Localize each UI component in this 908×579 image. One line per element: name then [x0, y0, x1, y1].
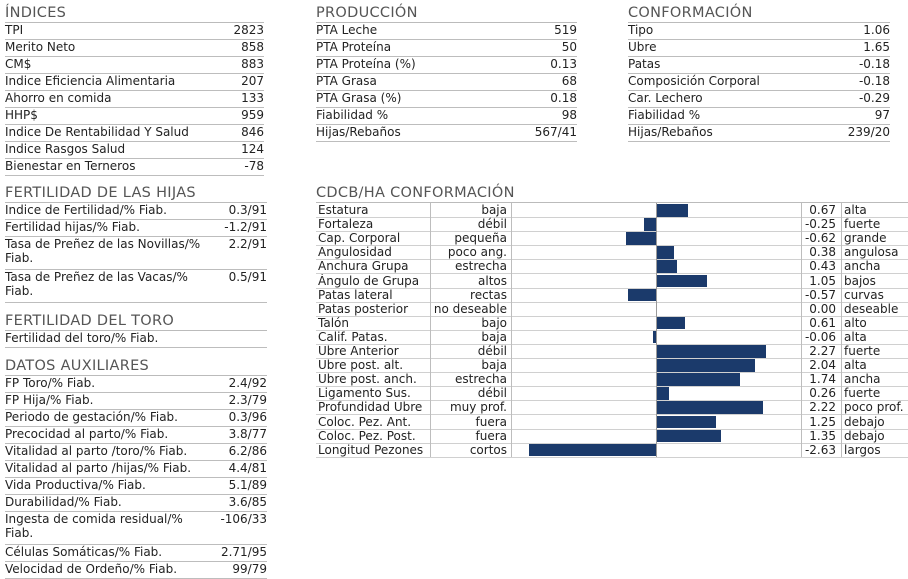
trait-high-label: alta	[844, 203, 867, 217]
datos_auxiliares-value: 5.1/89	[228, 478, 267, 492]
fertilidad_hijas-label: Fertilidad hijas/% Fiab.	[5, 220, 140, 234]
conformacion-label: Car. Lechero	[628, 91, 703, 105]
trait-low-label: débil	[477, 386, 507, 401]
conformacion-value: 1.65	[863, 40, 890, 54]
produccion-row	[316, 57, 577, 74]
datos_auxiliares-row	[5, 545, 267, 562]
trait-low-label: fuera	[475, 428, 507, 443]
produccion-value: 567/41	[534, 125, 577, 139]
trait-bar	[656, 204, 688, 217]
trait-value: 2.22	[809, 400, 836, 415]
trait-high-label: largos	[844, 442, 881, 457]
trait-bar	[656, 373, 740, 386]
indices-row	[5, 142, 264, 159]
conformacion-row	[628, 57, 890, 74]
datos_auxiliares-label: Vitalidad al parto /toro/% Fiab.	[5, 444, 188, 458]
trait-name: Angulosidad	[318, 245, 392, 260]
linear-trait-row	[316, 330, 908, 345]
trait-value: -0.25	[804, 217, 836, 232]
trait-low-label: pequeña	[454, 231, 507, 246]
produccion-label: PTA Proteína	[316, 40, 392, 54]
linear-trait-row	[316, 288, 908, 303]
trait-high-label: bajos	[844, 273, 876, 288]
conformacion-value: -0.29	[858, 91, 890, 105]
conformacion-label: Composición Corporal	[628, 74, 760, 88]
indices-label: Indice De Rentabilidad Y Salud	[5, 125, 189, 139]
cdcb-title: CDCB/HA CONFORMACIÓN	[316, 184, 908, 203]
trait-value: 0.00	[809, 301, 836, 316]
datos_auxiliares-row	[5, 444, 267, 461]
produccion-label: PTA Grasa (%)	[316, 91, 402, 105]
conformacion-row	[628, 108, 890, 125]
trait-value: -2.63	[804, 442, 836, 457]
indices-row	[5, 74, 264, 91]
indices-label: Bienestar en Terneros	[5, 159, 136, 173]
trait-name: Profundidad Ubre	[318, 400, 423, 415]
fertilidad_hijas-title: FERTILIDAD DE LAS HIJAS	[5, 184, 267, 203]
conformacion-value: 97	[874, 108, 890, 122]
conformacion-label: Tipo	[628, 23, 654, 37]
indices-value: 2823	[233, 23, 264, 37]
trait-bar	[656, 401, 763, 414]
trait-name: Ligamento Sus.	[318, 386, 411, 401]
produccion-row	[316, 108, 577, 125]
trait-low-label: débil	[477, 344, 507, 358]
trait-low-label: baja	[481, 203, 507, 217]
datos_auxiliares-row	[5, 495, 267, 512]
trait-value: 2.27	[809, 344, 836, 358]
trait-low-label: débil	[477, 217, 507, 232]
trait-high-label: alto	[844, 315, 867, 330]
datos_auxiliares-value: 2.3/79	[228, 393, 267, 407]
datos_auxiliares-row	[5, 512, 267, 545]
scale-center-line	[656, 203, 657, 457]
linear-trait-row	[316, 245, 908, 260]
trait-value: 1.05	[809, 273, 836, 288]
linear-trait-row	[316, 274, 908, 289]
trait-name: Ubre post. anch.	[318, 372, 417, 387]
indices-value: 133	[241, 91, 264, 105]
trait-high-label: fuerte	[844, 386, 881, 401]
produccion-label: Fiabilidad %	[316, 108, 389, 122]
datos_auxiliares-value: 6.2/86	[228, 444, 267, 458]
trait-low-label: poco ang.	[447, 245, 507, 260]
trait-bar	[656, 246, 674, 259]
trait-name: Ángulo de Grupa	[318, 273, 420, 288]
trait-name: Estatura	[318, 203, 369, 217]
indices-row	[5, 57, 264, 74]
produccion-value: 0.18	[550, 91, 577, 105]
trait-low-label: altos	[478, 273, 507, 288]
produccion-value: 68	[561, 74, 577, 88]
trait-name: Patas lateral	[318, 287, 393, 302]
datos_auxiliares-value: 99/79	[232, 562, 267, 576]
linear-trait-row	[316, 344, 908, 359]
trait-high-label: deseable	[844, 301, 899, 316]
indices-label: Merito Neto	[5, 40, 76, 54]
linear-trait-row	[316, 400, 908, 415]
datos_auxiliares-label: Vitalidad al parto /hijas/% Fiab.	[5, 461, 192, 475]
trait-high-label: debajo	[844, 414, 885, 429]
datos_auxiliares-row	[5, 410, 267, 427]
datos_auxiliares-label: FP Hija/% Fiab.	[5, 393, 94, 407]
datos_auxiliares-value: 2.4/92	[228, 376, 267, 390]
fertilidad_hijas-value: 0.5/91	[228, 270, 267, 284]
datos_auxiliares-label: Durabilidad/% Fiab.	[5, 495, 122, 509]
fertilidad_toro-label: Fertilidad del toro/% Fiab.	[5, 331, 159, 345]
trait-value: 0.67	[809, 203, 836, 217]
trait-name: Anchura Grupa	[318, 259, 409, 274]
indices-row	[5, 91, 264, 108]
trait-name: Cap. Corporal	[318, 231, 401, 246]
datos_auxiliares-label: Ingesta de comida residual/% Fiab.	[5, 512, 183, 540]
trait-high-label: angulosa	[844, 245, 899, 260]
trait-bar	[626, 232, 656, 245]
indices-label: Indice Rasgos Salud	[5, 142, 126, 156]
produccion-title: PRODUCCIÓN	[316, 4, 577, 23]
trait-low-label: bajo	[481, 315, 507, 330]
indices-label: CM$	[5, 57, 32, 71]
produccion-label: PTA Leche	[316, 23, 378, 37]
trait-name: Fortaleza	[318, 217, 374, 232]
linear-trait-row	[316, 231, 908, 246]
trait-name: Ubre post. alt.	[318, 358, 404, 373]
trait-bar	[628, 289, 656, 302]
trait-name: Talón	[318, 315, 349, 330]
trait-high-label: debajo	[844, 428, 885, 443]
trait-low-label: estrecha	[455, 259, 507, 274]
trait-bar	[656, 317, 685, 330]
trait-value: 0.38	[809, 245, 836, 260]
conformacion-value: 1.06	[863, 23, 890, 37]
conformacion-label: Fiabilidad %	[628, 108, 701, 122]
indices-row	[5, 159, 264, 176]
datos_auxiliares-label: Células Somáticas/% Fiab.	[5, 545, 163, 559]
linear-trait-row	[316, 203, 908, 218]
fertilidad_hijas-row	[5, 220, 267, 237]
fertilidad_hijas-label: Tasa de Preñez de las Vacas/% Fiab.	[5, 270, 188, 298]
fertilidad_hijas-row	[5, 237, 267, 270]
datos_auxiliares-row	[5, 376, 267, 393]
datos_auxiliares-row	[5, 461, 267, 478]
trait-high-label: poco prof.	[844, 400, 904, 415]
indices-value: -78	[244, 159, 264, 173]
trait-value: -0.62	[804, 231, 836, 246]
datos_auxiliares-label: FP Toro/% Fiab.	[5, 376, 96, 390]
datos_auxiliares-value: -106/33	[220, 512, 267, 526]
produccion-value: 519	[554, 23, 577, 37]
fertilidad_hijas-value: 0.3/91	[228, 203, 267, 217]
produccion-value: 98	[561, 108, 577, 122]
datos_auxiliares-value: 3.8/77	[228, 427, 267, 441]
datos_auxiliares-label: Vida Productiva/% Fiab.	[5, 478, 146, 492]
trait-low-label: cortos	[469, 442, 507, 457]
linear-trait-row	[316, 316, 908, 331]
datos_auxiliares-label: Periodo de gestación/% Fiab.	[5, 410, 178, 424]
conformacion-label: Hijas/Rebaños	[628, 125, 713, 139]
produccion-row	[316, 23, 577, 40]
indices-row	[5, 23, 264, 40]
fertilidad_hijas-value: 2.2/91	[228, 237, 267, 251]
fertilidad_hijas-label: Tasa de Preñez de las Novillas/% Fiab.	[5, 237, 201, 265]
datos_auxiliares-value: 2.71/95	[220, 545, 267, 559]
conformacion-label: Ubre	[628, 40, 657, 54]
produccion-label: Hijas/Rebaños	[316, 125, 401, 139]
datos_auxiliares-row	[5, 393, 267, 410]
linear-trait-row	[316, 386, 908, 401]
indices-label: Indice Eficiencia Alimentaria	[5, 74, 176, 88]
fertilidad_hijas-row	[5, 270, 267, 303]
linear-trait-row	[316, 259, 908, 274]
produccion-value: 0.13	[550, 57, 577, 71]
trait-bar	[656, 430, 721, 443]
trait-low-label: baja	[481, 358, 507, 373]
trait-value: -0.06	[804, 329, 836, 344]
trait-high-label: alta	[844, 358, 867, 373]
fertilidad_toro-title: FERTILIDAD DEL TORO	[5, 312, 267, 331]
trait-high-label: ancha	[844, 372, 881, 387]
trait-name: Calif. Patas.	[318, 329, 388, 344]
trait-value: 1.35	[809, 428, 836, 443]
datos_auxiliares-value: 4.4/81	[228, 461, 267, 475]
trait-bar	[656, 275, 707, 288]
trait-value: 0.43	[809, 259, 836, 274]
produccion-row	[316, 125, 577, 142]
indices-label: Ahorro en comida	[5, 91, 112, 105]
produccion-label: PTA Proteína (%)	[316, 57, 416, 71]
trait-value: 1.25	[809, 414, 836, 429]
datos_auxiliares-label: Precocidad al parto/% Fiab.	[5, 427, 169, 441]
trait-low-label: baja	[481, 329, 507, 344]
indices-value: 883	[241, 57, 264, 71]
conformacion-row	[628, 125, 890, 142]
scale-right-line	[801, 203, 802, 457]
separator-low-line	[430, 203, 431, 457]
trait-name: Coloc. Pez. Post.	[318, 428, 416, 443]
conformacion-title: CONFORMACIÓN	[628, 4, 890, 23]
trait-bar	[656, 260, 677, 273]
trait-high-label: fuerte	[844, 217, 881, 232]
conformacion-label: Patas	[628, 57, 661, 71]
datos_auxiliares-row	[5, 427, 267, 444]
trait-high-label: fuerte	[844, 344, 881, 358]
datos_auxiliares-row	[5, 478, 267, 495]
trait-high-label: curvas	[844, 287, 884, 302]
conformacion-value: 239/20	[847, 125, 890, 139]
indices-value: 959	[241, 108, 264, 122]
datos_auxiliares-value: 3.6/85	[228, 495, 267, 509]
conformacion-value: -0.18	[858, 57, 890, 71]
trait-name: Patas posterior	[318, 301, 409, 316]
produccion-row	[316, 91, 577, 108]
trait-value: -0.57	[804, 287, 836, 302]
fertilidad_hijas-row	[5, 203, 267, 220]
datos_auxiliares-title: DATOS AUXILIARES	[5, 357, 267, 376]
trait-name: Longitud Pezones	[318, 442, 424, 457]
indices-value: 207	[241, 74, 264, 88]
indices-value: 124	[241, 142, 264, 156]
datos_auxiliares-value: 0.3/96	[228, 410, 267, 424]
trait-low-label: muy prof.	[449, 400, 507, 415]
fertilidad_toro-row	[5, 331, 267, 348]
trait-bar	[656, 345, 766, 358]
indices-value: 858	[241, 40, 264, 54]
trait-value: 2.04	[809, 358, 836, 373]
indices-label: TPI	[5, 23, 24, 37]
scale-left-line	[511, 203, 512, 457]
trait-low-label: rectas	[470, 287, 507, 302]
linear-trait-row	[316, 415, 908, 430]
fertilidad_hijas-value: -1.2/91	[224, 220, 267, 234]
trait-bar	[644, 218, 656, 231]
conformacion-row	[628, 74, 890, 91]
datos_auxiliares-label: Velocidad de Ordeño/% Fiab.	[5, 562, 178, 576]
produccion-label: PTA Grasa	[316, 74, 377, 88]
indices-row	[5, 40, 264, 57]
datos_auxiliares-row	[5, 562, 267, 579]
indices-row	[5, 125, 264, 142]
trait-name: Coloc. Pez. Ant.	[318, 414, 412, 429]
trait-low-label: estrecha	[455, 372, 507, 387]
trait-bar	[656, 359, 755, 372]
linear-trait-row	[316, 372, 908, 387]
trait-bar	[529, 444, 656, 457]
conformacion-value: -0.18	[858, 74, 890, 88]
trait-high-label: grande	[844, 231, 887, 246]
indices-row	[5, 108, 264, 125]
separator-high-line	[841, 203, 842, 457]
fertilidad_hijas-label: Indice de Fertilidad/% Fiab.	[5, 203, 167, 217]
linear-trait-row	[316, 358, 908, 373]
produccion-row	[316, 74, 577, 91]
indices-title: ÍNDICES	[5, 4, 264, 23]
trait-low-label: no deseable	[433, 301, 507, 316]
trait-value: 1.74	[809, 372, 836, 387]
conformacion-row	[628, 23, 890, 40]
conformacion-row	[628, 91, 890, 108]
conformacion-row	[628, 40, 890, 57]
indices-value: 846	[241, 125, 264, 139]
trait-bar	[656, 416, 716, 429]
linear-trait-row	[316, 302, 908, 317]
produccion-row	[316, 40, 577, 57]
trait-high-label: ancha	[844, 259, 881, 274]
trait-value: 0.61	[809, 315, 836, 330]
trait-low-label: fuera	[475, 414, 507, 429]
indices-label: HHP$	[5, 108, 38, 122]
produccion-value: 50	[561, 40, 577, 54]
linear-trait-row	[316, 217, 908, 232]
trait-name: Ubre Anterior	[318, 344, 399, 358]
trait-bar	[656, 387, 669, 400]
trait-high-label: alta	[844, 329, 867, 344]
trait-value: 0.26	[809, 386, 836, 401]
linear-trait-row	[316, 429, 908, 444]
